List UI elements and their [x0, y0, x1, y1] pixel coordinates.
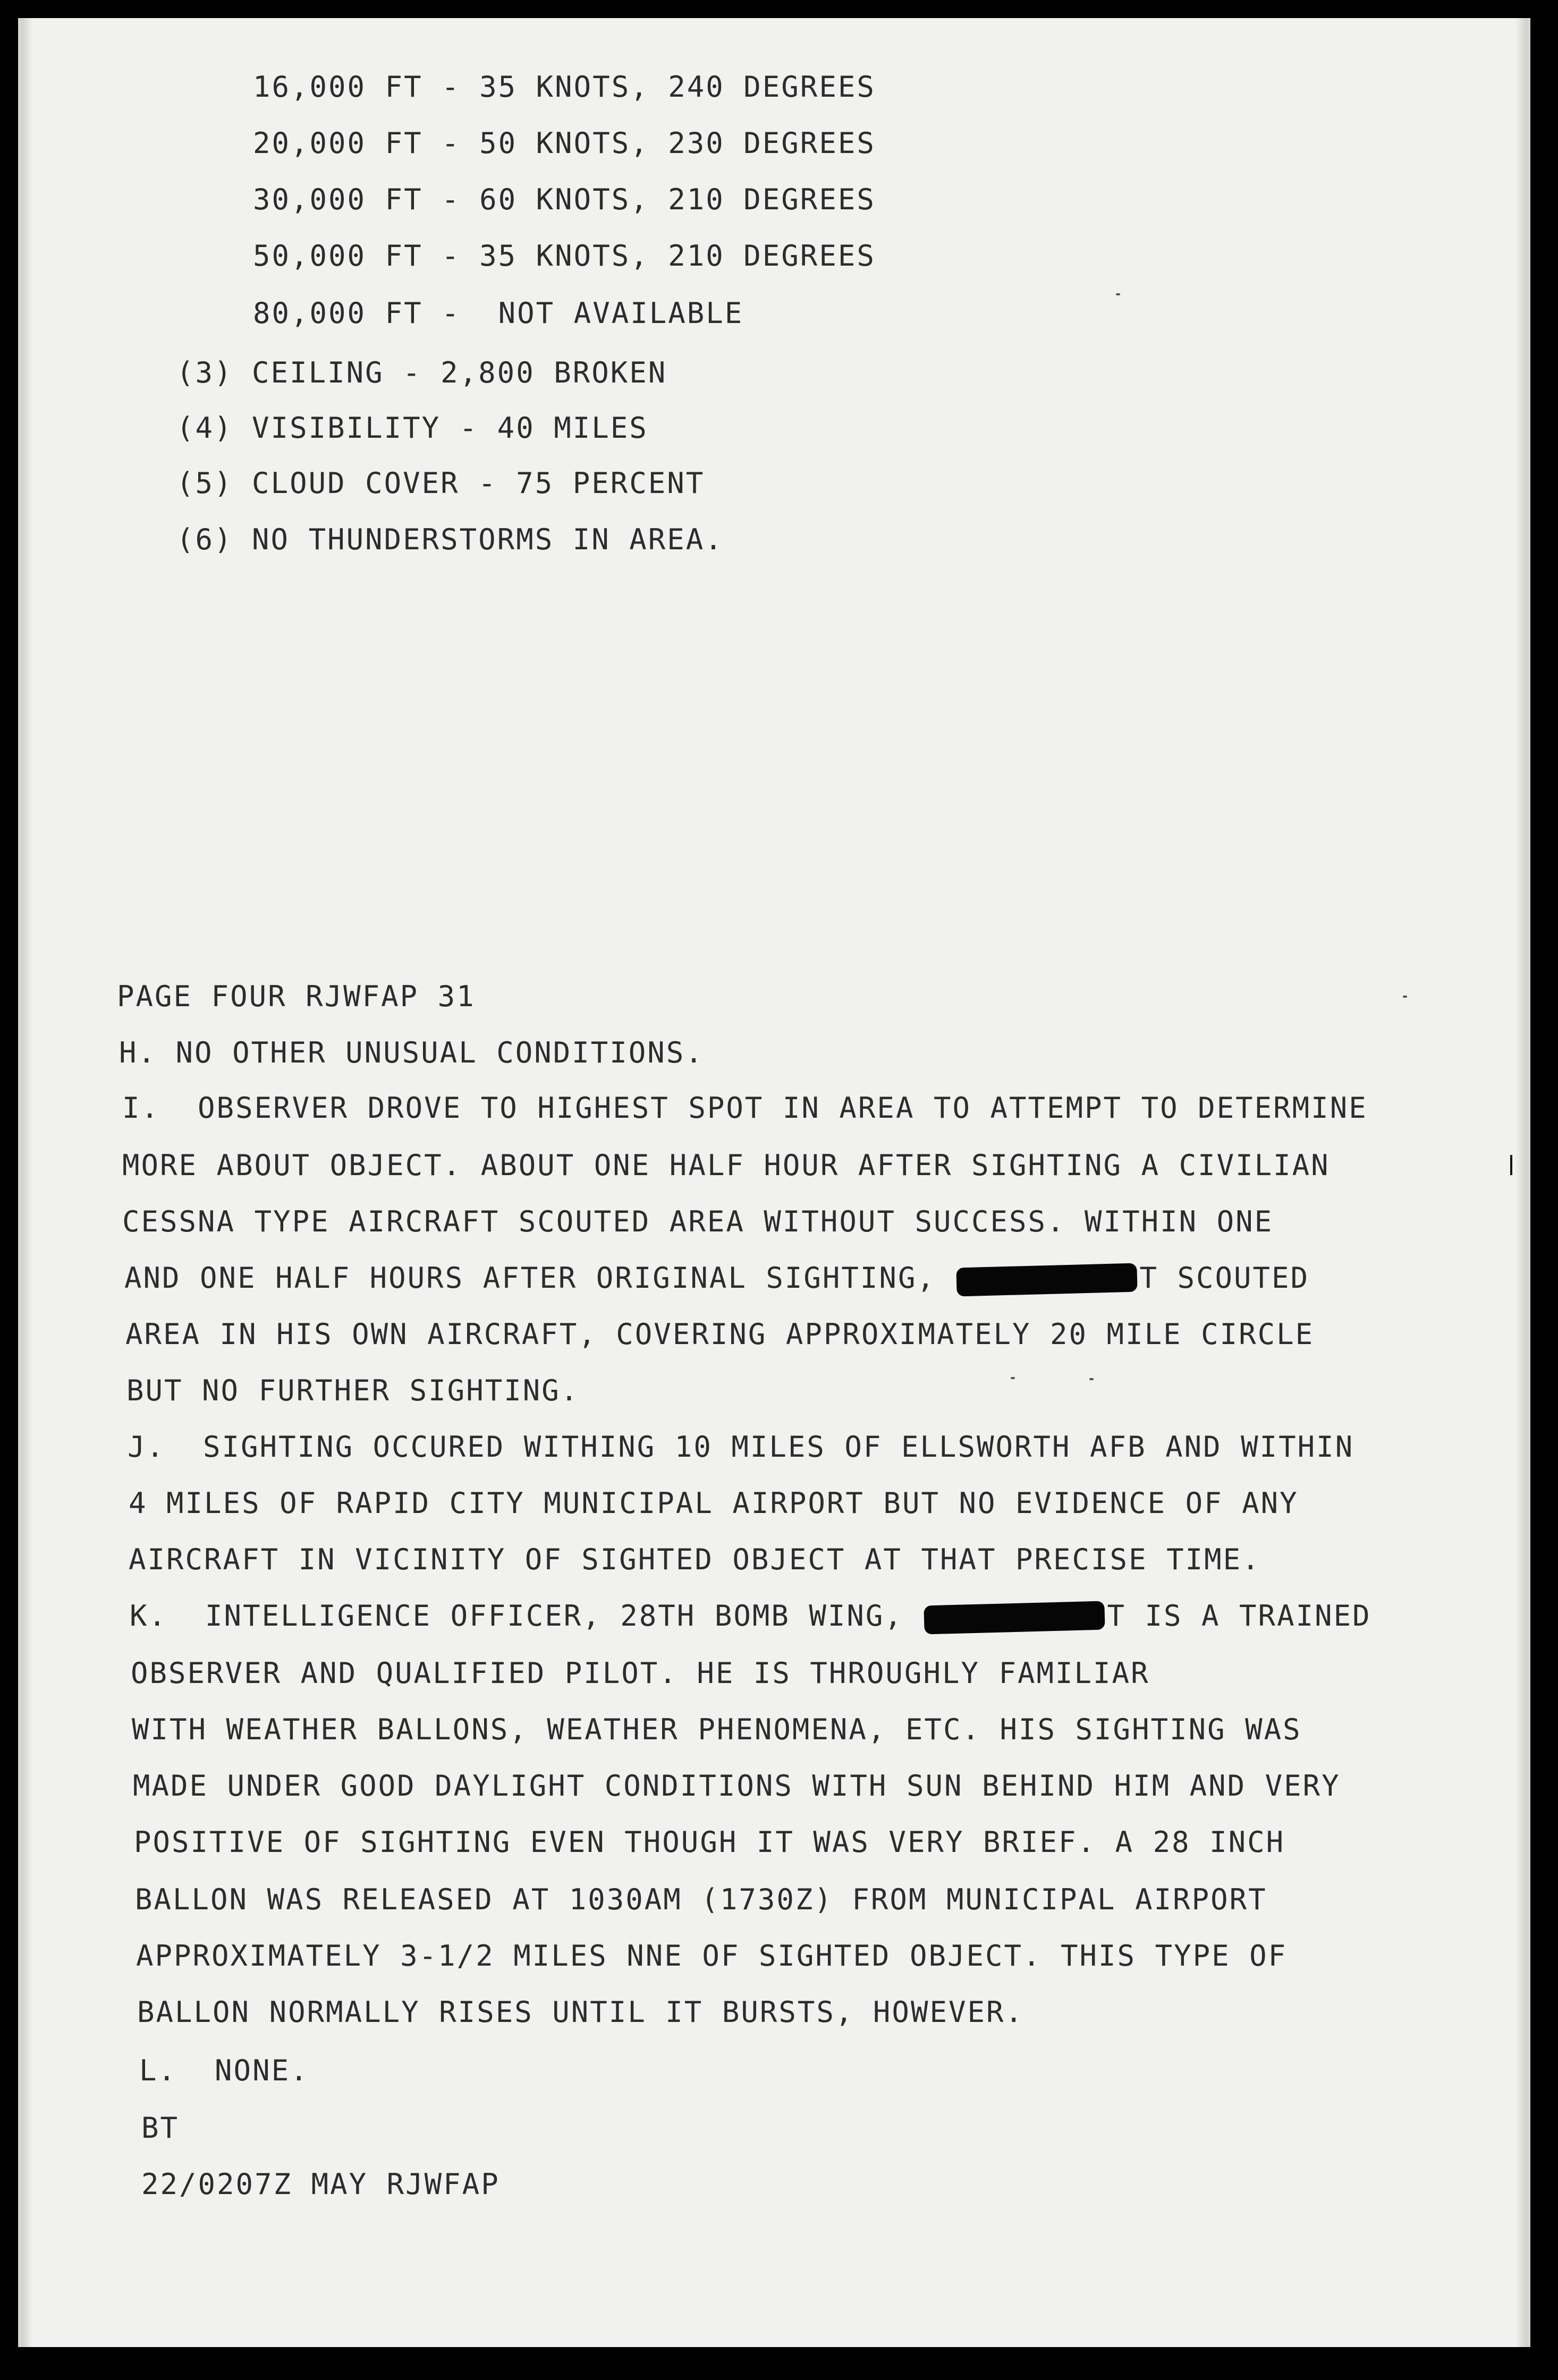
section-i-line-redacted [124, 1261, 1309, 1295]
scan-speck [1011, 1377, 1015, 1379]
section-k-text-after-redaction: T IS A TRAINED [1107, 1599, 1371, 1633]
section-i-line: I. OBSERVER DROVE TO HIGHEST SPOT IN AREA TO ATTEMPT TO DETERMINE [122, 1091, 1368, 1125]
section-i-text-before-redaction: AND ONE HALF HOURS AFTER ORIGINAL SIGHTING, [124, 1261, 936, 1295]
redaction-bar [924, 1601, 1105, 1635]
section-k-line: BALLON NORMALLY RISES UNTIL IT BURSTS, HOWEVER. [137, 1995, 1024, 2029]
condition-item: (3) CEILING - 2,800 BROKEN [176, 356, 667, 389]
date-time-group: 22/0207Z MAY RJWFAP [141, 2168, 500, 2201]
break-marker: BT [141, 2111, 180, 2145]
winds-aloft-line: 50,000 FT - 35 KNOTS, 210 DEGREES [253, 239, 876, 273]
section-k-line: MADE UNDER GOOD DAYLIGHT CONDITIONS WITH SUN BEHIND HIM AND VERY [133, 1769, 1341, 1803]
section-j-line: J. SIGHTING OCCURED WITHING 10 MILES OF ELLSWORTH AFB AND WITHIN [128, 1430, 1354, 1464]
winds-aloft-line: 20,000 FT - 50 KNOTS, 230 DEGREES [253, 126, 876, 160]
section-j-line: AIRCRAFT IN VICINITY OF SIGHTED OBJECT AT THAT PRECISE TIME. [129, 1543, 1261, 1576]
page-header: PAGE FOUR RJWFAP 31 [117, 980, 476, 1013]
page-right-edge-shadow [1515, 18, 1527, 2347]
redaction-bar [956, 1263, 1138, 1297]
section-h: H. NO OTHER UNUSUAL CONDITIONS. [119, 1036, 704, 1069]
document-page [18, 18, 1530, 2347]
section-i-text-after-redaction: T SCOUTED [1139, 1261, 1310, 1295]
condition-item: (5) CLOUD COVER - 75 PERCENT [176, 466, 705, 500]
winds-aloft-line: 80,000 FT - NOT AVAILABLE [253, 296, 744, 330]
section-j-line: 4 MILES OF RAPID CITY MUNICIPAL AIRPORT BUT NO EVIDENCE OF ANY [129, 1486, 1299, 1520]
section-k-text-before-redaction: K. INTELLIGENCE OFFICER, 28TH BOMB WING, [130, 1599, 903, 1633]
section-k-line-redacted [130, 1599, 1371, 1633]
section-i-line: CESSNA TYPE AIRCRAFT SCOUTED AREA WITHOUT SUCCESS. WITHIN ONE [122, 1205, 1274, 1238]
condition-item: (4) VISIBILITY - 40 MILES [176, 411, 648, 445]
scan-speck [1089, 1378, 1094, 1380]
section-i-line: BUT NO FURTHER SIGHTING. [126, 1374, 580, 1407]
section-k-line: POSITIVE OF SIGHTING EVEN THOUGH IT WAS VERY BRIEF. A 28 INCH [134, 1825, 1285, 1859]
section-i-line: AREA IN HIS OWN AIRCRAFT, COVERING APPROXIMATELY 20 MILE CIRCLE [125, 1318, 1315, 1351]
winds-aloft-line: 16,000 FT - 35 KNOTS, 240 DEGREES [253, 70, 876, 104]
section-i-line: MORE ABOUT OBJECT. ABOUT ONE HALF HOUR AFTER SIGHTING A CIVILIAN [122, 1149, 1330, 1182]
winds-aloft-line: 30,000 FT - 60 KNOTS, 210 DEGREES [253, 183, 876, 216]
page-left-edge-shadow [21, 18, 33, 2347]
section-l: L. NONE. [139, 2054, 309, 2087]
scan-edge-mark [1510, 1155, 1512, 1175]
section-k-line: OBSERVER AND QUALIFIED PILOT. HE IS THROUGHLY FAMILIAR [131, 1656, 1150, 1690]
scan-speck [1116, 293, 1120, 295]
section-k-line: APPROXIMATELY 3-1/2 MILES NNE OF SIGHTED OBJECT. THIS TYPE OF [136, 1939, 1288, 1973]
section-k-line: BALLON WAS RELEASED AT 1030AM (1730Z) FROM MUNICIPAL AIRPORT [135, 1883, 1267, 1916]
scan-speck [1403, 996, 1407, 998]
section-k-line: WITH WEATHER BALLONS, WEATHER PHENOMENA, ETC. HIS SIGHTING WAS [132, 1713, 1302, 1746]
condition-item: (6) NO THUNDERSTORMS IN AREA. [176, 523, 724, 556]
